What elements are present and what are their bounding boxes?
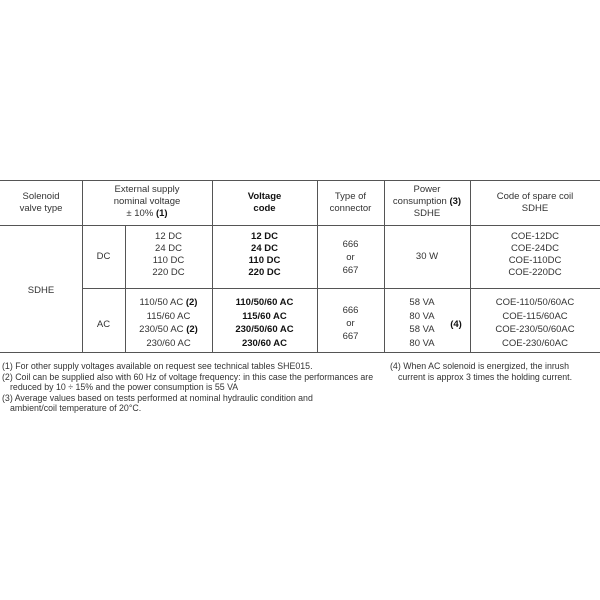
table-bottom-border (0, 352, 600, 353)
ac-voltages: 110/50 AC (2) 115/60 AC 230/50 AC (2) 230/60 AC (139, 297, 198, 349)
ac-connector: 666 or 667 (342, 305, 359, 342)
footnotes-left (2, 361, 380, 414)
valve-type-value: SDHE (27, 285, 55, 296)
header-voltage-code: Voltage code (247, 191, 282, 214)
ac-label: AC (96, 319, 111, 330)
header-external-voltage: External supply nominal voltage ± 10% (1) (113, 184, 181, 219)
dc-voltage-codes: 12 DC 24 DC 110 DC 220 DC (248, 231, 281, 278)
footnotes-right (390, 361, 598, 382)
footnote-2-cont: reduced by 10 ÷ 15% and the power consumption is 55 VA (10, 382, 239, 392)
dc-label: DC (96, 251, 111, 262)
footnote-4: (4) When AC solenoid is energized, the inrush (390, 361, 569, 371)
header-solenoid-type: Solenoid valve type (19, 191, 63, 214)
footnote-2: (2) Coil can be supplied also with 60 Hz of voltage frequency: in this case the performances are (2, 371, 374, 382)
ac-power: 58 VA 80 VA 58 VA 80 VA (409, 297, 435, 349)
dc-ac-divider (82, 288, 600, 289)
footnote-3-cont: ambient/coil temperature of 20°C. (10, 403, 142, 413)
header-connector-type: Type of connector (329, 191, 372, 214)
table-top-border (0, 180, 600, 181)
footnote-3: (3) Average values based on tests performed at nominal hydraulic condition and (2, 392, 313, 403)
dc-power: 30 W (415, 251, 439, 262)
header-bottom-border (0, 225, 600, 226)
header-power-consumption: Power consumption (3) SDHE (392, 184, 462, 219)
ac-voltage-codes: 110/50/60 AC 115/60 AC 230/50/60 AC 230/60 AC (235, 297, 294, 349)
ac-power-note: (4) (450, 319, 462, 330)
footnote-1: (1) For other supply voltages available on request see technical tables SHE015. (2, 361, 313, 371)
dc-connector: 666 or 667 (342, 239, 359, 276)
header-spare-coil: Code of spare coil SDHE (496, 191, 574, 214)
spec-table (0, 180, 600, 352)
dc-voltages: 12 DC 24 DC 110 DC 220 DC (152, 231, 185, 278)
dc-spare-coils: COE-12DC COE-24DC COE-110DC COE-220DC (508, 231, 562, 278)
footnote-4-cont: current is approx 3 times the holding current. (398, 371, 573, 382)
ac-spare-coils: COE-110/50/60AC COE-115/60AC COE-230/50/60AC COE-230/60AC (495, 297, 575, 349)
